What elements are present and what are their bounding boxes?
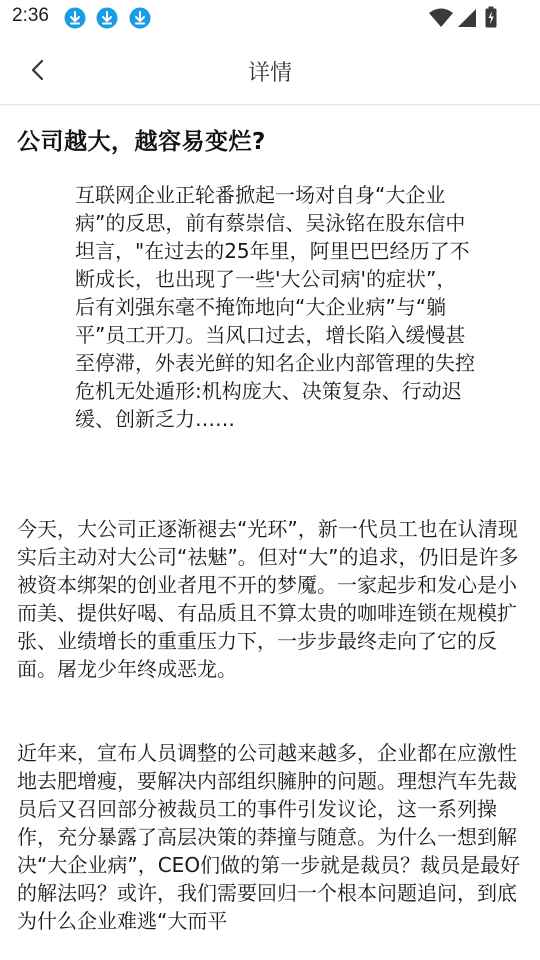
- article-title: 公司越大，越容易变烂?: [17, 129, 266, 155]
- download-icon: [64, 7, 86, 29]
- article-content[interactable]: [0, 105, 540, 960]
- article-paragraph: 近年来，宣布人员调整的公司越来越多，企业都在应激性地去肥增瘦，要解决内部组织臃肿的问题。理想汽车先裁员后又召回部分被裁员工的事件引发议论，这一系列操作，充分暴露了高层决策的莽撞与随意。为什么一想到解决“大企业病”，CEO们做的第一步就是裁员？裁员是最好的解法吗？或许，我们需要回归一个根本问题追问，到底为什么企业难逃“大而平: [17, 741, 521, 933]
- download-icon: [96, 7, 118, 29]
- status-time: 2:36: [12, 5, 49, 26]
- status-bar: [0, 0, 540, 36]
- download-icon: [129, 7, 151, 29]
- app-header: [0, 36, 540, 105]
- signal-icon: [457, 8, 477, 28]
- article-paragraph: 今天，大公司正逐渐褪去“光环”，新一代员工也在认清现实后主动对大公司“祛魅”。但对“大”的追求，仍旧是许多被资本绑架的创业者甩不开的梦魇。一家起步和发心是小而美、提供好喝、有品质且不算太贵的咖啡连锁在规模扩张、业绩增长的重重压力下，一步步最终走向了它的反面。屠龙少年终成恶龙。: [17, 517, 519, 681]
- wifi-icon: [428, 8, 454, 28]
- page-title: 详情: [247, 61, 292, 86]
- article-quote: 互联网企业正轮番掀起一场对自身“大企业病”的反思，前有蔡崇信、吴泳铭在股东信中坦言，"在过去的25年里，阿里巴巴经历了不断成长，也出现了一些'大公司病'的症状”，后有刘强东毫不掩饰地向“大企业病”与“躺平”员工开刀。当风口过去，增长陷入缓慢甚至停滞，外表光鲜的知名企业内部管理的失控危机无处遁形:机构庞大、决策复杂、行动迟缓、创新乏力……: [75, 183, 475, 431]
- battery-icon: [485, 6, 497, 28]
